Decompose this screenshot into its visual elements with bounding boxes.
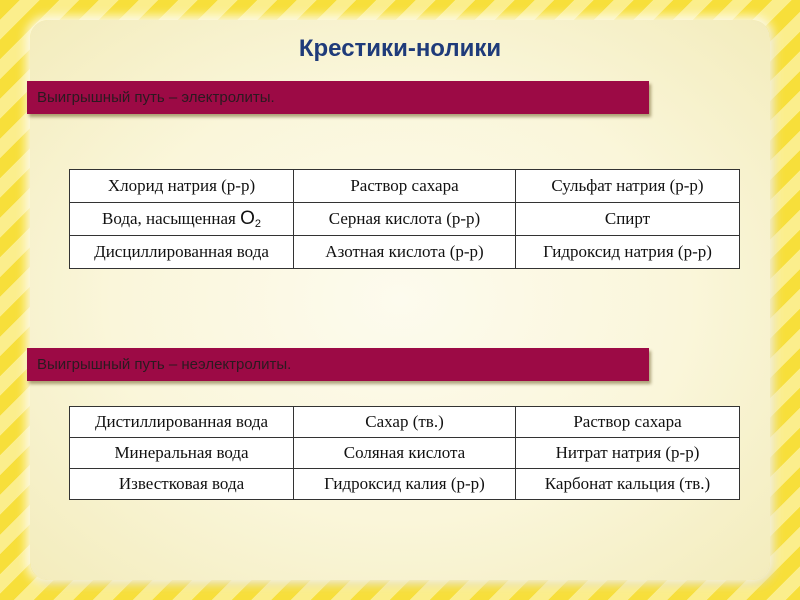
- grid-cell[interactable]: Минеральная вода: [70, 438, 294, 469]
- grid-cell[interactable]: Дистиллированная вода: [70, 407, 294, 438]
- table-row: [70, 203, 740, 236]
- grid-cell[interactable]: Серная кислота (р-р): [294, 203, 516, 236]
- grid-cell[interactable]: Гидроксид калия (р-р): [294, 469, 516, 500]
- oxygen-symbol: O: [240, 208, 255, 229]
- table-row: [70, 170, 740, 203]
- grid-cell[interactable]: Хлорид натрия (р-р): [70, 170, 294, 203]
- grid-cell[interactable]: Спирт: [516, 203, 740, 236]
- grid-nonelectrolytes: [69, 406, 740, 500]
- grid-cell[interactable]: Раствор сахара: [294, 170, 516, 203]
- grid-cell[interactable]: [70, 203, 294, 236]
- grid-cell[interactable]: Сахар (тв.): [294, 407, 516, 438]
- grid-electrolytes: [69, 169, 740, 269]
- table-row: [70, 469, 740, 500]
- grid-cell[interactable]: Соляная кислота: [294, 438, 516, 469]
- banner-nonelectrolytes: Выигрышный путь – неэлектролиты.: [27, 348, 649, 381]
- table-row: [70, 236, 740, 269]
- table-row: [70, 438, 740, 469]
- grid-cell[interactable]: Раствор сахара: [516, 407, 740, 438]
- grid-cell[interactable]: Карбонат кальция (тв.): [516, 469, 740, 500]
- cell-text: Вода, насыщенная: [101, 209, 236, 228]
- oxygen-formula: [240, 208, 261, 229]
- grid-cell[interactable]: Известковая вода: [70, 469, 294, 500]
- grid-cell[interactable]: Нитрат натрия (р-р): [516, 438, 740, 469]
- oxygen-subscript: 2: [254, 218, 261, 230]
- grid-cell[interactable]: Дисциллированная вода: [70, 236, 294, 269]
- slide-title: Крестики-нолики: [298, 35, 502, 62]
- grid-cell[interactable]: Гидроксид натрия (р-р): [516, 236, 740, 269]
- grid-cell[interactable]: Сульфат натрия (р-р): [516, 170, 740, 203]
- table-row: [70, 407, 740, 438]
- banner-electrolytes: Выигрышный путь – электролиты.: [27, 81, 649, 114]
- grid-cell[interactable]: Азотная кислота (р-р): [294, 236, 516, 269]
